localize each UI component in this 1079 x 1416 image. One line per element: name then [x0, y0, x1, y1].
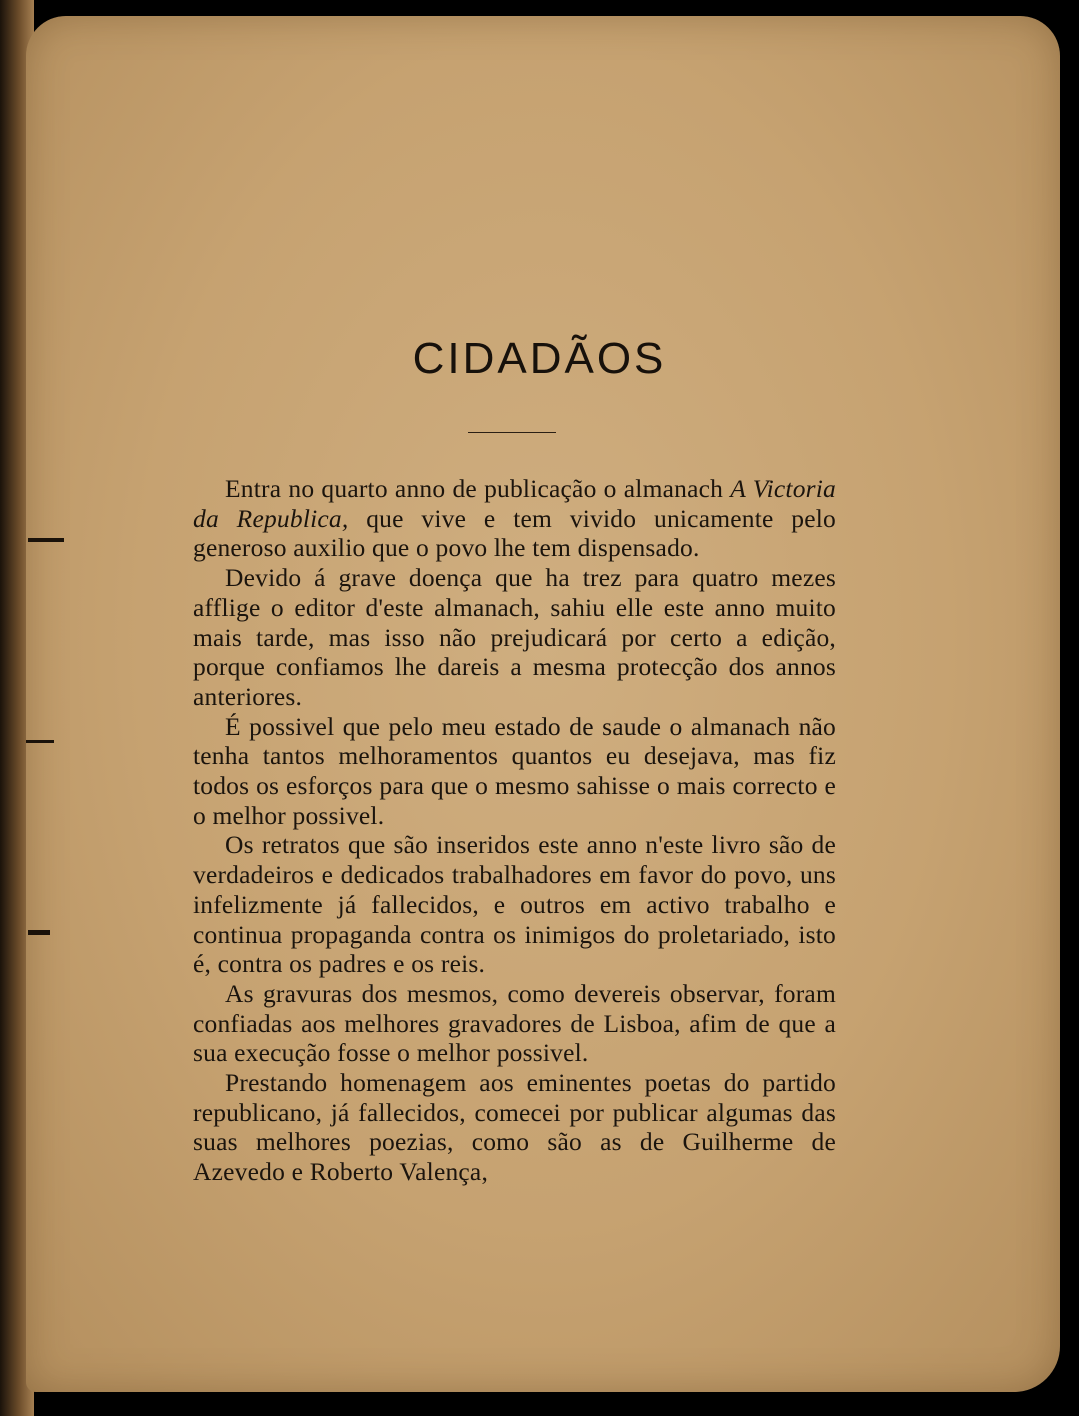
paragraph	[193, 474, 836, 563]
publication-title: A Victoria da Republica,	[193, 474, 837, 533]
paragraph-text: Entra no quarto anno de publicação o almanach	[225, 474, 731, 503]
page-title: CIDADÃOS	[412, 334, 667, 383]
body-text	[193, 474, 836, 1187]
binding-thread-mark	[26, 740, 54, 743]
binding-thread-mark	[28, 538, 64, 542]
paragraph: Devido á grave doença que ha trez para quatro mezes afflige o editor d'este almanach, sahiu elle este anno muito mais tarde, mas isso não prejudicará por certo a edição, porque confiamos lhe dareis a mesma protecção dos annos anteriores.	[193, 563, 836, 711]
paragraph-text: que vive e tem vivido unicamente pelo generoso auxilio que o povo lhe tem dispensado.	[193, 503, 837, 563]
paragraph: As gravuras dos mesmos, como devereis observar, foram confiadas aos melhores gravadores de Lisboa, afim de que a sua execução fosse o melhor possivel.	[193, 978, 836, 1068]
title-divider	[468, 432, 556, 433]
paragraph: Prestando homenagem aos eminentes poetas do partido republicano, já fallecidos, comecei por publicar algumas das suas melhores poezias, como são as de Guilherme de Azevedo e Roberto Valença,	[193, 1068, 836, 1187]
paragraph: É possivel que pelo meu estado de saude o almanach não tenha tantos melhoramentos quantos eu desejava, mas fiz todos os esforços para que o mesmo sahisse o mais correcto e o melhor possivel.	[193, 711, 836, 830]
binding-thread-mark	[28, 930, 50, 935]
paragraph: Os retratos que são inseridos este anno n'este livro são de verdadeiros e dedicados trabalhadores em favor do povo, uns infelizmente já fallecidos, e outros em activo trabalho e continua propaganda contra os inimigos do proletariado, isto é, contra os padres e os reis.	[193, 830, 836, 979]
